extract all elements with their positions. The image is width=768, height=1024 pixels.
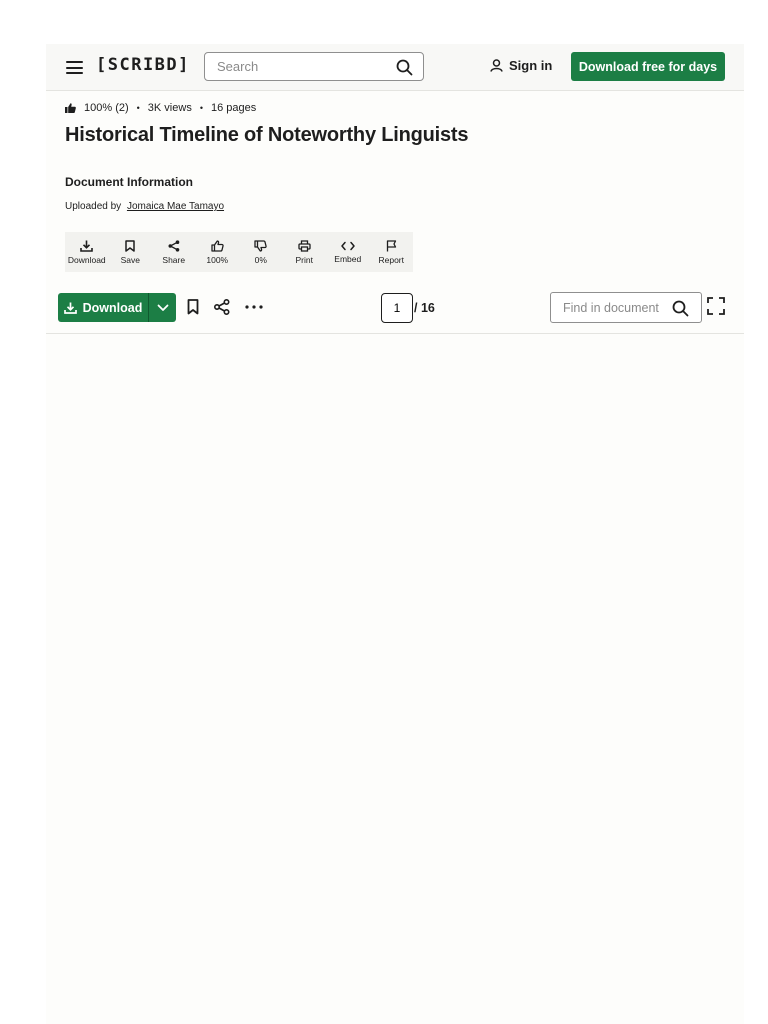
document-actions xyxy=(65,232,413,272)
code-icon xyxy=(341,241,355,251)
print-action-label: Print xyxy=(295,254,313,265)
reader-toolbar xyxy=(46,287,744,334)
scribd-logo[interactable]: [SCRIBD] xyxy=(96,55,190,75)
download-split-button xyxy=(58,293,176,322)
sign-in-label: Sign in xyxy=(509,58,553,73)
download-button[interactable] xyxy=(58,293,148,322)
download-action-button[interactable] xyxy=(65,232,109,272)
embed-action-button[interactable] xyxy=(326,232,370,272)
top-header xyxy=(46,44,744,91)
bookmark-icon xyxy=(125,240,135,252)
uploaded-by-label: Uploaded by xyxy=(65,201,122,212)
page-total: / 16 xyxy=(414,301,435,315)
save-action-button[interactable] xyxy=(109,232,153,272)
page-count: 16 pages xyxy=(210,102,257,114)
download-free-button[interactable]: Download free for days xyxy=(571,52,725,81)
views-count: 3K views xyxy=(147,102,192,114)
download-button-label: Download xyxy=(82,300,143,315)
dislike-action-button[interactable] xyxy=(239,232,283,272)
user-icon xyxy=(490,59,503,72)
flag-icon xyxy=(386,240,397,252)
search-icon[interactable] xyxy=(672,300,689,317)
hamburger-menu-icon[interactable] xyxy=(66,61,83,74)
download-icon xyxy=(80,240,93,252)
printer-icon xyxy=(298,240,311,252)
share-icon xyxy=(168,240,180,252)
rating-value: 100% (2) xyxy=(84,102,129,114)
download-options-button[interactable] xyxy=(148,293,176,322)
like-action-button[interactable] xyxy=(196,232,240,272)
page-frame xyxy=(46,44,744,1024)
separator-dot: • xyxy=(199,103,203,113)
bookmark-icon[interactable] xyxy=(187,299,199,315)
more-options-icon[interactable] xyxy=(245,305,263,309)
download-action-label: Download xyxy=(67,254,106,265)
page-number-input[interactable] xyxy=(381,293,413,323)
print-action-button[interactable] xyxy=(283,232,327,272)
dislike-percent-label: 0% xyxy=(254,254,267,265)
chevron-down-icon xyxy=(157,304,169,312)
document-title: Historical Timeline of Noteworthy Linguists xyxy=(65,124,469,146)
save-action-label: Save xyxy=(120,254,140,265)
like-percent-label: 100% xyxy=(206,254,229,265)
report-action-button[interactable] xyxy=(370,232,414,272)
search-box[interactable] xyxy=(204,52,424,81)
search-input[interactable] xyxy=(205,53,385,80)
sign-in-link[interactable] xyxy=(490,58,552,73)
find-in-document-box[interactable] xyxy=(550,292,702,323)
share-action-button[interactable] xyxy=(152,232,196,272)
thumbs-up-small-icon xyxy=(65,103,76,113)
share-icon[interactable] xyxy=(214,299,230,315)
share-action-label: Share xyxy=(162,254,186,265)
thumbs-down-icon xyxy=(254,240,267,252)
download-icon xyxy=(64,302,77,314)
separator-dot: • xyxy=(136,103,140,113)
search-icon[interactable] xyxy=(396,59,413,76)
uploaded-by xyxy=(65,201,224,212)
find-in-document-input[interactable] xyxy=(551,293,669,322)
document-meta xyxy=(65,102,256,114)
uploader-link[interactable]: Jomaica Mae Tamayo xyxy=(126,201,225,212)
embed-action-label: Embed xyxy=(334,253,362,264)
fullscreen-icon[interactable] xyxy=(707,297,725,315)
report-action-label: Report xyxy=(378,254,404,265)
thumbs-up-icon xyxy=(211,240,224,252)
document-info-heading: Document Information xyxy=(65,175,193,189)
